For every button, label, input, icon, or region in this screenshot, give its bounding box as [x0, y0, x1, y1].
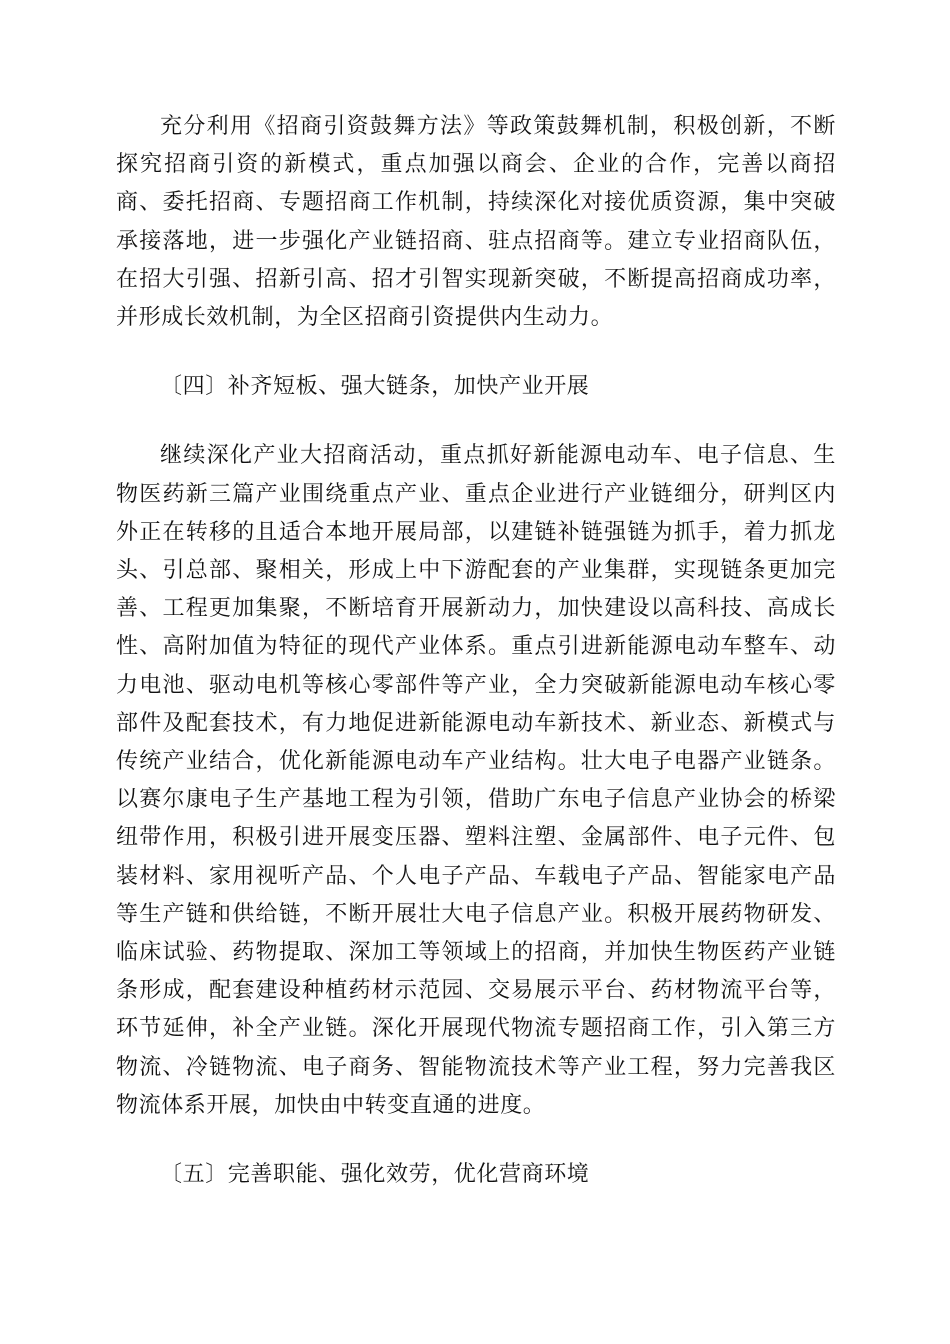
- section-heading-5: 〔五〕完善职能、强化效劳，优化营商环境: [160, 1162, 590, 1188]
- paragraph-gap: [116, 1125, 836, 1156]
- paragraph-gap: [116, 406, 836, 437]
- document-page: [116, 108, 836, 1194]
- paragraph-investment-mechanism: 充分利用《招商引资鼓舞方法》等政策鼓舞机制，积极创新，不断探究招商引资的新模式，重点加强以商会、企业的合作，完善以商招商、委托招商、专题招商工作机制，持续深化对接优质资源，集中突破承接落地，进一步强化产业链招商、驻点招商等。建立专业招商队伍，在招大引强、招新引高、招才引智实现新突破，不断提高招商成功率，并形成长效机制，为全区招商引资提供内生动力。: [116, 114, 836, 331]
- paragraph-industry-chain: 继续深化产业大招商活动，重点抓好新能源电动车、电子信息、生物医药新三篇产业围绕重点产业、重点企业进行产业链细分，研判区内外正在转移的且适合本地开展局部，以建链补链强链为抓手，着力抓龙头、引总部、聚相关，形成上中下游配套的产业集群，实现链条更加完善、工程更加集聚，不断培育开展新动力，加快建设以高科技、高成长性、高附加值为特征的现代产业体系。重点引进新能源电动车整车、动力电池、驱动电机等核心零部件等产业，全力突破新能源电动车核心零部件及配套技术，有力地促进新能源电动车新技术、新业态、新模式与传统产业结合，优化新能源电动车产业结构。壮大电子电器产业链条。以赛尔康电子生产基地工程为引领，借助广东电子信息产业协会的桥梁纽带作用，积极引进开展变压器、塑料注塑、金属部件、电子元件、包装材料、家用视听产品、个人电子产品、车载电子产品、智能家电产品等生产链和供给链，不断开展壮大电子信息产业。积极开展药物研发、临床试验、药物提取、深加工等领域上的招商，并加快生物医药产业链条形成，配套建设种植药材示范园、交易展示平台、药材物流平台等，环节延伸，补全产业链。深化开展现代物流专题招商工作，引入第三方物流、冷链物流、电子商务、智能物流技术等产业工程，努力完善我区物流体系开展，加快由中转变直通的进度。: [116, 443, 836, 1118]
- section-heading-4: 〔四〕补齐短板、强大链条，加快产业开展: [160, 374, 590, 400]
- paragraph-gap: [116, 337, 836, 368]
